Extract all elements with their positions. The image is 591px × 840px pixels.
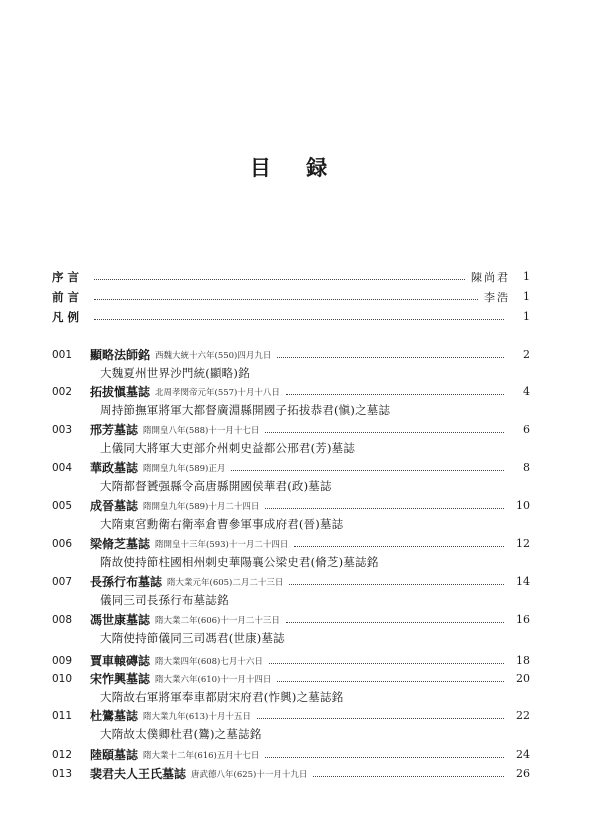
toc-label: 序言	[52, 269, 83, 284]
entry-date: 西魏大統十六年(550)四月九日	[155, 350, 272, 361]
entry-number: 004	[52, 461, 73, 474]
entry-subtitle: 大隋使持節儀同三司馮君(世康)墓誌	[100, 631, 285, 645]
entry-page: 6	[523, 423, 530, 436]
entry-date: 隋開皇九年(589)十月二十四日	[143, 501, 260, 512]
toc-row-preface[interactable]	[52, 268, 530, 285]
dot-leader	[289, 584, 504, 585]
dot-leader	[294, 546, 504, 547]
entry-subtitle: 儀同三司長孫行布墓誌銘	[100, 593, 229, 607]
dot-leader	[94, 279, 465, 280]
entry-date: 隋大業十二年(616)五月十七日	[143, 750, 260, 761]
toc-page: 1	[523, 270, 530, 283]
entry-date: 北周孝閔帝元年(557)十月十八日	[155, 387, 280, 398]
entry-number: 006	[52, 537, 73, 550]
entry-title: 馮世康墓誌	[90, 613, 151, 627]
entry-title: 梁脩芝墓誌	[90, 537, 151, 551]
toc-entry[interactable]	[52, 421, 530, 455]
entry-number: 007	[52, 575, 73, 588]
entry-number: 013	[52, 767, 73, 780]
entry-number: 003	[52, 423, 73, 436]
entry-subtitle: 上儀同大將軍大吏部介州刺史益都公邢君(芳)墓誌	[100, 441, 356, 455]
entry-subtitle: 大隋故太僕卿杜君(鷟)之墓誌銘	[100, 727, 262, 741]
toc-page: 1	[523, 290, 530, 303]
toc-entry[interactable]	[52, 765, 530, 782]
dot-leader	[277, 357, 504, 358]
toc-row-conventions[interactable]	[52, 308, 530, 325]
entry-subtitle: 大隋東宮勳衛右衛率倉曹參軍事成府君(晉)墓誌	[100, 517, 344, 531]
toc-entry[interactable]	[52, 611, 530, 645]
entry-title: 拓拔愼墓誌	[90, 385, 151, 399]
entry-page: 24	[516, 748, 530, 761]
entry-page: 8	[523, 461, 530, 474]
entry-page: 26	[516, 767, 530, 780]
toc-entry[interactable]	[52, 383, 530, 417]
entry-subtitle: 大隋都督贇强縣令高唐縣開國侯華君(政)墓誌	[100, 479, 332, 493]
dot-leader	[313, 776, 504, 777]
entry-number: 012	[52, 748, 73, 761]
entry-number: 001	[52, 348, 73, 361]
dot-leader	[94, 319, 504, 320]
entry-page: 12	[516, 537, 530, 550]
entry-number: 011	[52, 709, 73, 722]
entry-date: 隋大業四年(608)七月十六日	[155, 656, 263, 667]
entry-title: 顯略法師銘	[90, 348, 151, 362]
entry-date: 隋大業九年(613)十月十五日	[143, 711, 251, 722]
entry-subtitle: 大隋故右軍將軍奉車都尉宋府君(怍興)之墓誌銘	[100, 690, 344, 704]
dot-leader	[265, 432, 504, 433]
toc-entry[interactable]	[52, 459, 530, 493]
toc-entry[interactable]	[52, 707, 530, 741]
entry-title: 華政墓誌	[90, 461, 139, 475]
toc-row-foreword[interactable]	[52, 288, 530, 305]
dot-leader	[286, 394, 504, 395]
entry-date: 隋開皇八年(588)十一月十七日	[143, 425, 260, 436]
toc-author: 李浩	[484, 290, 510, 304]
dot-leader	[269, 663, 504, 664]
entry-title: 陸頤墓誌	[90, 748, 139, 762]
entry-number: 002	[52, 385, 73, 398]
entry-number: 005	[52, 499, 73, 512]
entry-date: 隋開皇九年(589)正月	[143, 463, 226, 474]
dot-leader	[277, 681, 504, 682]
entry-page: 16	[516, 613, 530, 626]
entry-subtitle: 大魏夏州世界沙門統(顯略)銘	[100, 366, 250, 380]
entry-title: 賈車轅磚誌	[90, 654, 151, 668]
entry-date: 唐武德八年(625)十一月十九日	[191, 769, 308, 780]
entry-date: 隋開皇十三年(593)十一月二十四日	[155, 539, 289, 550]
entry-subtitle: 周持節撫軍將軍大都督廣淵縣開國子拓拔恭君(愼)之墓誌	[100, 403, 391, 417]
toc-entry[interactable]	[52, 573, 530, 607]
entry-page: 2	[523, 348, 530, 361]
entry-number: 010	[52, 672, 73, 685]
entry-title: 邢芳墓誌	[90, 423, 139, 437]
toc-entry[interactable]	[52, 497, 530, 531]
entry-title: 宋怍興墓誌	[90, 672, 151, 686]
entry-subtitle: 隋故使持節柱國相州刺史華陽襄公梁史君(脩芝)墓誌銘	[100, 555, 379, 569]
entry-page: 20	[516, 672, 530, 685]
entry-date: 隋大業六年(610)十一月十四日	[155, 674, 272, 685]
entry-title: 成晉墓誌	[90, 499, 139, 513]
entry-title: 長孫行布墓誌	[90, 575, 163, 589]
entry-page: 22	[516, 709, 530, 722]
entry-number: 009	[52, 654, 73, 667]
entry-date: 隋大業二年(606)十一月二十三日	[155, 615, 280, 626]
entry-date: 隋大業元年(605)二月二十三日	[167, 577, 284, 588]
dot-leader	[265, 757, 504, 758]
entry-title: 杜鷟墓誌	[90, 709, 139, 723]
toc-author: 陳尚君	[471, 270, 510, 284]
toc-label: 前言	[52, 289, 83, 304]
toc-entry[interactable]	[52, 346, 530, 380]
toc-entry[interactable]	[52, 652, 530, 669]
dot-leader	[94, 299, 478, 300]
dot-leader	[257, 718, 504, 719]
dot-leader	[286, 622, 504, 623]
toc-entry[interactable]	[52, 535, 530, 569]
entry-page: 18	[516, 654, 530, 667]
dot-leader	[231, 470, 504, 471]
entry-number: 008	[52, 613, 73, 626]
toc-entry[interactable]	[52, 670, 530, 704]
toc-entry[interactable]	[52, 746, 530, 763]
dot-leader	[265, 508, 504, 509]
entry-page: 4	[523, 385, 530, 398]
page-title: 目 録	[249, 155, 342, 180]
entry-title: 裴君夫人王氏墓誌	[90, 767, 187, 781]
toc-label: 凡例	[52, 309, 83, 324]
toc-page: 1	[523, 310, 530, 323]
entry-page: 14	[516, 575, 530, 588]
entry-page: 10	[516, 499, 530, 512]
